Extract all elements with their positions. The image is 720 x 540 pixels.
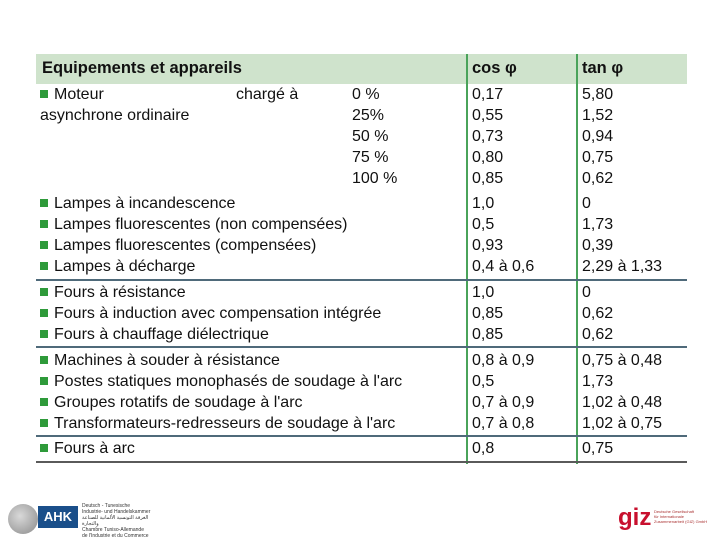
tan-value: 0,62 [582,170,614,187]
cos-value: 0,85 [472,170,504,187]
row-label: Lampes à décharge [54,258,196,275]
cos-value: 1,0 [472,284,495,301]
row-label: Lampes à incandescence [54,195,236,212]
table-row [36,147,687,168]
cos-value: 0,17 [472,86,504,103]
table-row [36,413,687,434]
section-divider [36,435,687,437]
bullet-icon [40,199,48,207]
tan-value: 1,52 [582,107,614,124]
table-row [36,168,687,189]
header-tan: tan φ [582,59,624,77]
table-row [36,105,687,126]
row-label: Lampes fluorescentes (compensées) [54,237,317,254]
charge-pct: 50 % [352,128,389,145]
row-label: Fours à résistance [54,284,186,301]
row-label: Moteur [54,86,104,103]
row-label: Groupes rotatifs de soudage à l'arc [54,394,303,411]
power-factor-table [36,54,687,464]
bullet-icon [40,330,48,338]
tan-value: 5,80 [582,86,614,103]
cos-value: 0,5 [472,373,495,390]
row-label: Fours à arc [54,440,135,457]
bullet-icon [40,377,48,385]
table-row [36,126,687,147]
table-row [36,392,687,413]
table-header [36,54,687,84]
giz-mark: giz [618,504,652,531]
cos-value: 0,5 [472,216,495,233]
row-label: Fours à induction avec compensation intégrée [54,305,382,322]
cos-value: 0,7 à 0,9 [472,394,535,411]
row-label: asynchrone ordinaire [40,107,190,124]
table-row [36,214,687,235]
giz-logo [618,504,718,534]
bullet-icon [40,90,48,98]
table-bottom-border [36,461,687,463]
row-label: Machines à souder à résistance [54,352,280,369]
bullet-icon [40,419,48,427]
tan-value: 1,73 [582,216,614,233]
cos-value: 1,0 [472,195,495,212]
cos-value: 0,7 à 0,8 [472,415,535,432]
tan-value: 0,94 [582,128,614,145]
tan-value: 0,75 à 0,48 [582,352,663,369]
tan-value: 1,02 à 0,75 [582,415,663,432]
cos-value: 0,93 [472,237,504,254]
tan-value: 0,75 [582,149,614,166]
cos-value: 0,8 à 0,9 [472,352,535,369]
cos-value: 0,85 [472,326,504,343]
bullet-icon [40,241,48,249]
cos-value: 0,8 [472,440,495,457]
charge-label: chargé à [236,86,299,103]
cos-value: 0,85 [472,305,504,322]
bullet-icon [40,356,48,364]
table-row [36,193,687,214]
table-row [36,303,687,324]
bullet-icon [40,288,48,296]
table-row [36,324,687,345]
tan-value: 0,75 [582,440,614,457]
tan-value: 0,62 [582,305,614,322]
ahk-logo [8,502,158,539]
table-row [36,256,687,277]
header-equipment: Equipements et appareils [42,59,242,77]
row-label: Transformateurs-redresseurs de soudage à l'arc [54,415,396,432]
charge-pct: 100 % [352,170,398,187]
table-row [36,438,687,459]
bullet-icon [40,398,48,406]
bullet-icon [40,309,48,317]
tan-value: 0,39 [582,237,614,254]
tan-value: 1,02 à 0,48 [582,394,663,411]
footer [0,494,720,540]
charge-pct: 75 % [352,149,389,166]
row-label: Lampes fluorescentes (non compensées) [54,216,348,233]
bullet-icon [40,220,48,228]
ahk-mark: AHK [38,506,78,528]
tan-value: 0 [582,284,591,301]
section-divider [36,346,687,348]
row-label: Postes statiques monophasés de soudage à l'arc [54,373,403,390]
table-row [36,235,687,256]
cos-value: 0,73 [472,128,504,145]
table-row [36,282,687,303]
tan-value: 0 [582,195,591,212]
table-row [36,350,687,371]
charge-pct: 0 % [352,86,380,103]
tan-value: 2,29 à 1,33 [582,258,663,275]
cos-value: 0,80 [472,149,504,166]
ahk-emblem-icon [8,504,38,534]
cos-value: 0,4 à 0,6 [472,258,535,275]
section-divider [36,279,687,281]
charge-pct: 25% [352,107,385,124]
cos-value: 0,55 [472,107,504,124]
table-row [36,84,687,105]
giz-text: Deutsche Gesellschaft für Internationale Zusammenarbeit (GIZ) GmbH [654,509,708,524]
ahk-text: Deutsch - Tunesische Industrie- und Handelskammer الغرفة التونسية الألمانية للصناعة والتجارة Chambre Tuniso-Allemande de l'Industrie et du Commerce [82,503,151,539]
header-cos: cos φ [472,59,517,77]
row-label: Fours à chauffage diélectrique [54,326,269,343]
bullet-icon [40,444,48,452]
tan-value: 1,73 [582,373,614,390]
tan-value: 0,62 [582,326,614,343]
table-row [36,371,687,392]
bullet-icon [40,262,48,270]
